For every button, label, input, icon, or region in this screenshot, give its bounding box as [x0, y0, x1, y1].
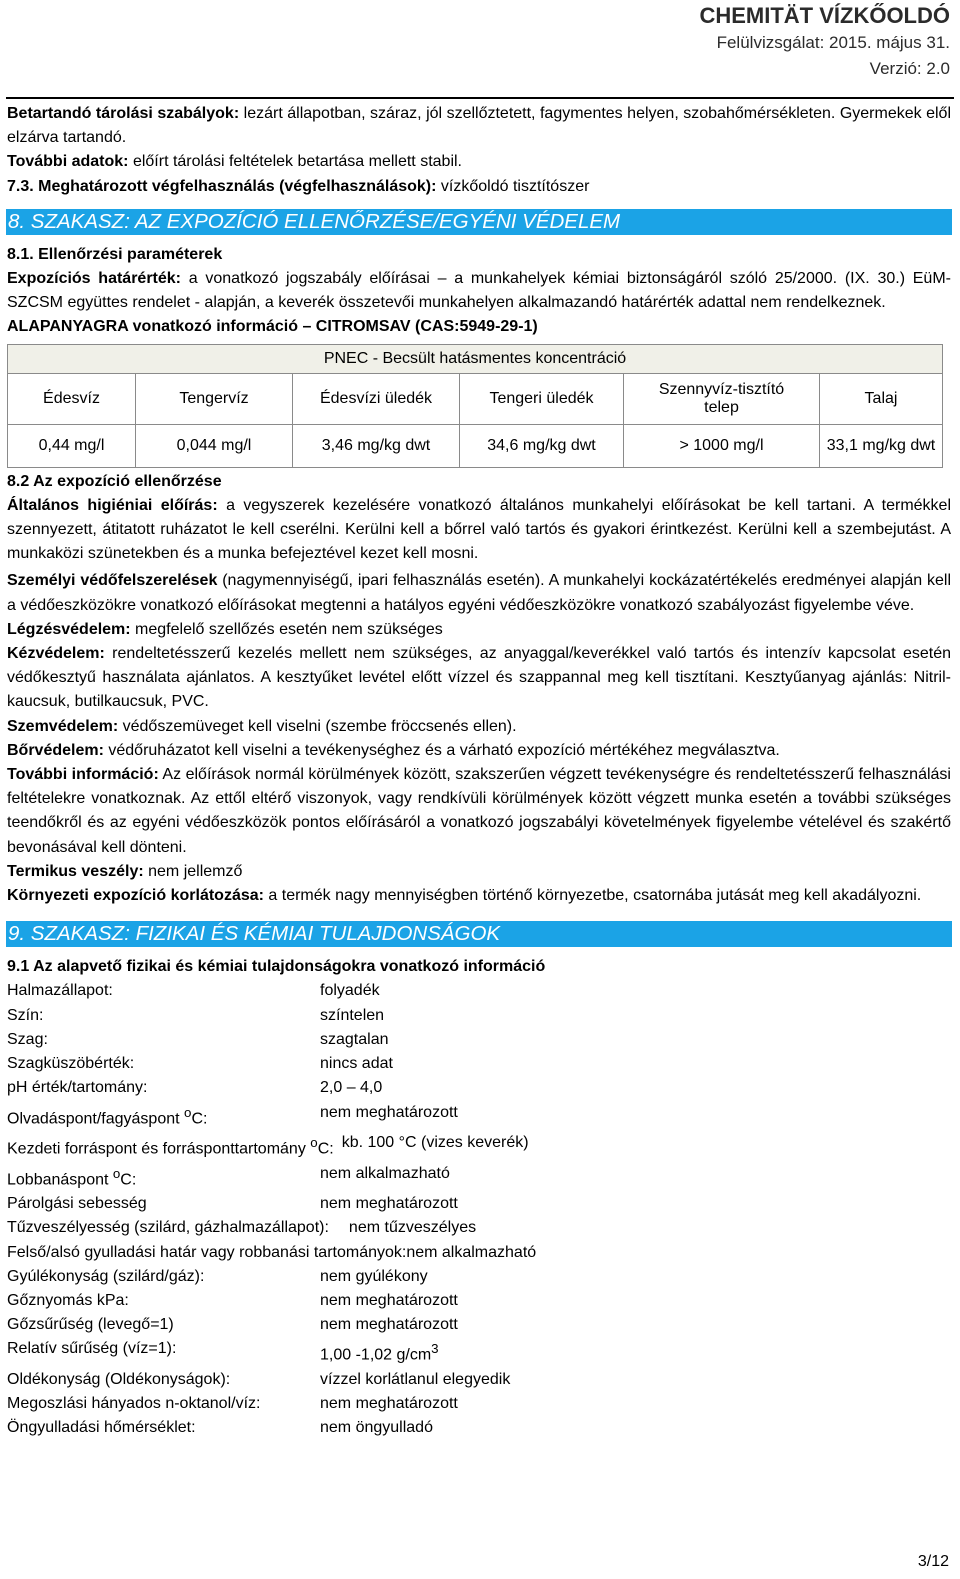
pnec-table	[7, 344, 943, 468]
property-row: Öngyulladási hőmérséklet: nem öngyulladó	[7, 1419, 433, 1437]
property-row: Halmazállapot: folyadék	[7, 982, 380, 1000]
environmental-exposure-paragraph: Környezeti expozíció korlátozása: a termék nagy mennyiségben történő környezetbe, csatornába jutását meg kell akadályozni.	[7, 887, 922, 905]
subheading-8-2: 8.2 Az expozíció ellenőrzése	[7, 472, 222, 490]
property-row: Oldékonyság (Oldékonyságok): vízzel korlátlanul elegyedik	[7, 1370, 511, 1388]
property-row: Megoszlási hányados n-oktanol/víz: nem meghatározott	[7, 1395, 458, 1413]
property-row: pH érték/tartomány: 2,0 – 4,0	[7, 1079, 383, 1097]
column-header: Tengervíz	[136, 373, 293, 424]
property-row-flammability: Tűzveszélyesség (szilárd, gázhalmazállapot): nem tűzveszélyes	[7, 1219, 477, 1237]
hand-protection-paragraph: Kézvédelem: rendeltetésszerű kezelés mellett nem szükséges, az anyaggal/keverékkel való tartós és intenzív kapcsolat esetén védőkesztyű használata ajánlatos. A kesztyűket levétel előtt vízzel és szappannal meg kell tisztítani. Kesztyűanyag ajánlás: Nitril-kaucsuk, butilkaucsuk, PVC.	[7, 645, 951, 711]
property-row-evaporation: Párolgási sebesség nem meghatározott	[7, 1195, 458, 1213]
property-row-density: Relatív sűrűség (víz=1): 1,00 -1,02 $g/cm^3$	[7, 1340, 439, 1364]
ppe-paragraph: Személyi védőfelszerelések (nagymennyiségű, ipari felhasználás esetén). A munkahelyi kockázatértékelés eredményei alapján kell a védőeszközökre vonatkozó előírásokat megtenni a hatályos egyéni védőeszközökre vonatkozó szabályozást figyelembe véve.	[7, 572, 952, 614]
product-title: CHEMITÄT VÍZKŐOLDÓ	[699, 3, 950, 28]
pnec-header-row	[8, 373, 943, 424]
table-cell: 0,44 mg/l	[8, 424, 136, 467]
subheading-9-1: 9.1 Az alapvető fizikai és kémiai tulajdonságokra vonatkozó információ	[7, 958, 546, 976]
column-header: Tengeri üledék	[460, 373, 624, 424]
column-header: Édesvíz	[8, 373, 136, 424]
section-9-heading: 9. SZAKASZ: FIZIKAI ÉS KÉMIAI TULAJDONSÁGOK	[6, 921, 952, 947]
respiratory-paragraph: Légzésvédelem: megfelelő szellőzés esetén nem szükséges	[7, 620, 443, 638]
table-cell: 34,6 mg/kg dwt	[460, 424, 624, 467]
property-row-explosion-limits: Felső/alsó gyulladási határ vagy robbanási tartományok: nem alkalmazható	[7, 1243, 537, 1261]
property-row: Szagküszöbérték: nincs adat	[7, 1055, 393, 1073]
thermal-hazard-paragraph: Termikus veszély: nem jellemző	[7, 862, 243, 880]
section-8-heading: 8. SZAKASZ: AZ EXPOZÍCIÓ ELLENŐRZÉSE/EGYÉNI VÉDELEM	[6, 209, 952, 235]
document-body	[7, 102, 951, 1440]
page-number: 3/12	[917, 1553, 949, 1570]
exposure-limit: Expozíciós határérték: a vonatkozó jogszabály előírásai – a munkahelyek kémiai biztonságáról szóló 25/2000. (IX. 30.) EüM-SZCSM együttes rendelet - alapján, a keverék összetevői munkahelyen alkalmazandó határérték adattal nem rendelkeznek.	[7, 270, 951, 312]
table-cell: > 1000 mg/l	[624, 424, 820, 467]
property-row: Gőzsűrűség (levegő=1) nem meghatározott	[7, 1316, 458, 1334]
table-cell: 0,044 mg/l	[136, 424, 293, 467]
header-divider	[6, 97, 954, 99]
skin-protection-paragraph: Bőrvédelem: védőruházatot kell viselni a tevékenységhez és a várható expozíció mértékéhez megválasztva.	[7, 741, 780, 759]
property-row: Szag: szagtalan	[7, 1030, 389, 1048]
end-use: 7.3. Meghatározott végfelhasználás (végfelhasználások): vízkőoldó tisztítószer	[7, 177, 590, 195]
further-data: További adatok: előírt tárolási feltételek betartása mellett stabil.	[7, 153, 462, 171]
column-header: Szennyvíz-tisztító telep	[624, 373, 820, 424]
hygiene-paragraph: Általános higiéniai előírás: a vegyszerek kezelésére vonatkozó általános munkahelyi előírásokat be kell tartani. A termékkel szennyezett, átitatott ruházatot le kell cserélni. Kerülni kell a bőrrel való tartós és gyakori érintkezést. Kerülni kell a szembejutást. A munkaközi szünetekben és a munka befejeztével kezet kell mosni.	[7, 496, 952, 563]
eye-protection-paragraph: Szemvédelem: védőszemüveget kell viselni (szembe fröccsenés ellen).	[7, 717, 517, 735]
property-row-flash-point: Lobbanáspont $^o$C: nem alkalmazható	[7, 1164, 450, 1188]
raw-material-info: ALAPANYAGRA vonatkozó információ – CITROMSAV (CAS:5949-29-1)	[7, 318, 538, 336]
property-row: Gőznyomás kPa: nem meghatározott	[7, 1291, 458, 1309]
property-row-melting-point: Olvadáspont/fagyáspont $^o$C: nem meghatározott	[7, 1103, 458, 1127]
revision-date: Felülvizsgálat: 2015. május 31.	[716, 33, 950, 52]
further-info-paragraph: További információ: Az előírások normál körülmények között, szakszerűen végzett tevékenységre és rendeltetésszerű felhasználási feltételekre vonatkoznak. Az ettől eltérő viszonyok, vagy rendkívüli körülmények között végzett munka esetén a további szükséges teendőkről és az egyéni védőeszközök pontos előírásáról a vonatkozó jogszabályi követelmények figyelembe vételével és szakértő bevonásával kell dönteni.	[7, 766, 951, 856]
property-row-boiling-point: Kezdeti forráspont és forrásponttartomány $^o$C: kb. 100 °C (vizes keverék)	[7, 1134, 529, 1158]
storage-rules: Betartandó tárolási szabályok: lezárt állapotban, száraz, jól szellőztetett, fagymentes helyen, szobahőmérsékleten. Gyermekek elől elzárva tartandó.	[7, 105, 952, 147]
column-header: Édesvízi üledék	[293, 373, 460, 424]
pnec-title: PNEC - Becsült hatásmentes koncentráció	[8, 344, 943, 373]
pnec-value-row	[8, 424, 943, 467]
version: Verzió: 2.0	[869, 59, 950, 78]
subheading-8-1: 8.1. Ellenőrzési paraméterek	[7, 245, 223, 263]
column-header: Talaj	[820, 373, 943, 424]
document-header	[699, 2, 950, 82]
table-cell: 33,1 mg/kg dwt	[820, 424, 943, 467]
table-cell: 3,46 mg/kg dwt	[293, 424, 460, 467]
property-row: Szín: színtelen	[7, 1006, 385, 1024]
property-row: Gyúlékonyság (szilárd/gáz): nem gyúlékony	[7, 1267, 428, 1285]
